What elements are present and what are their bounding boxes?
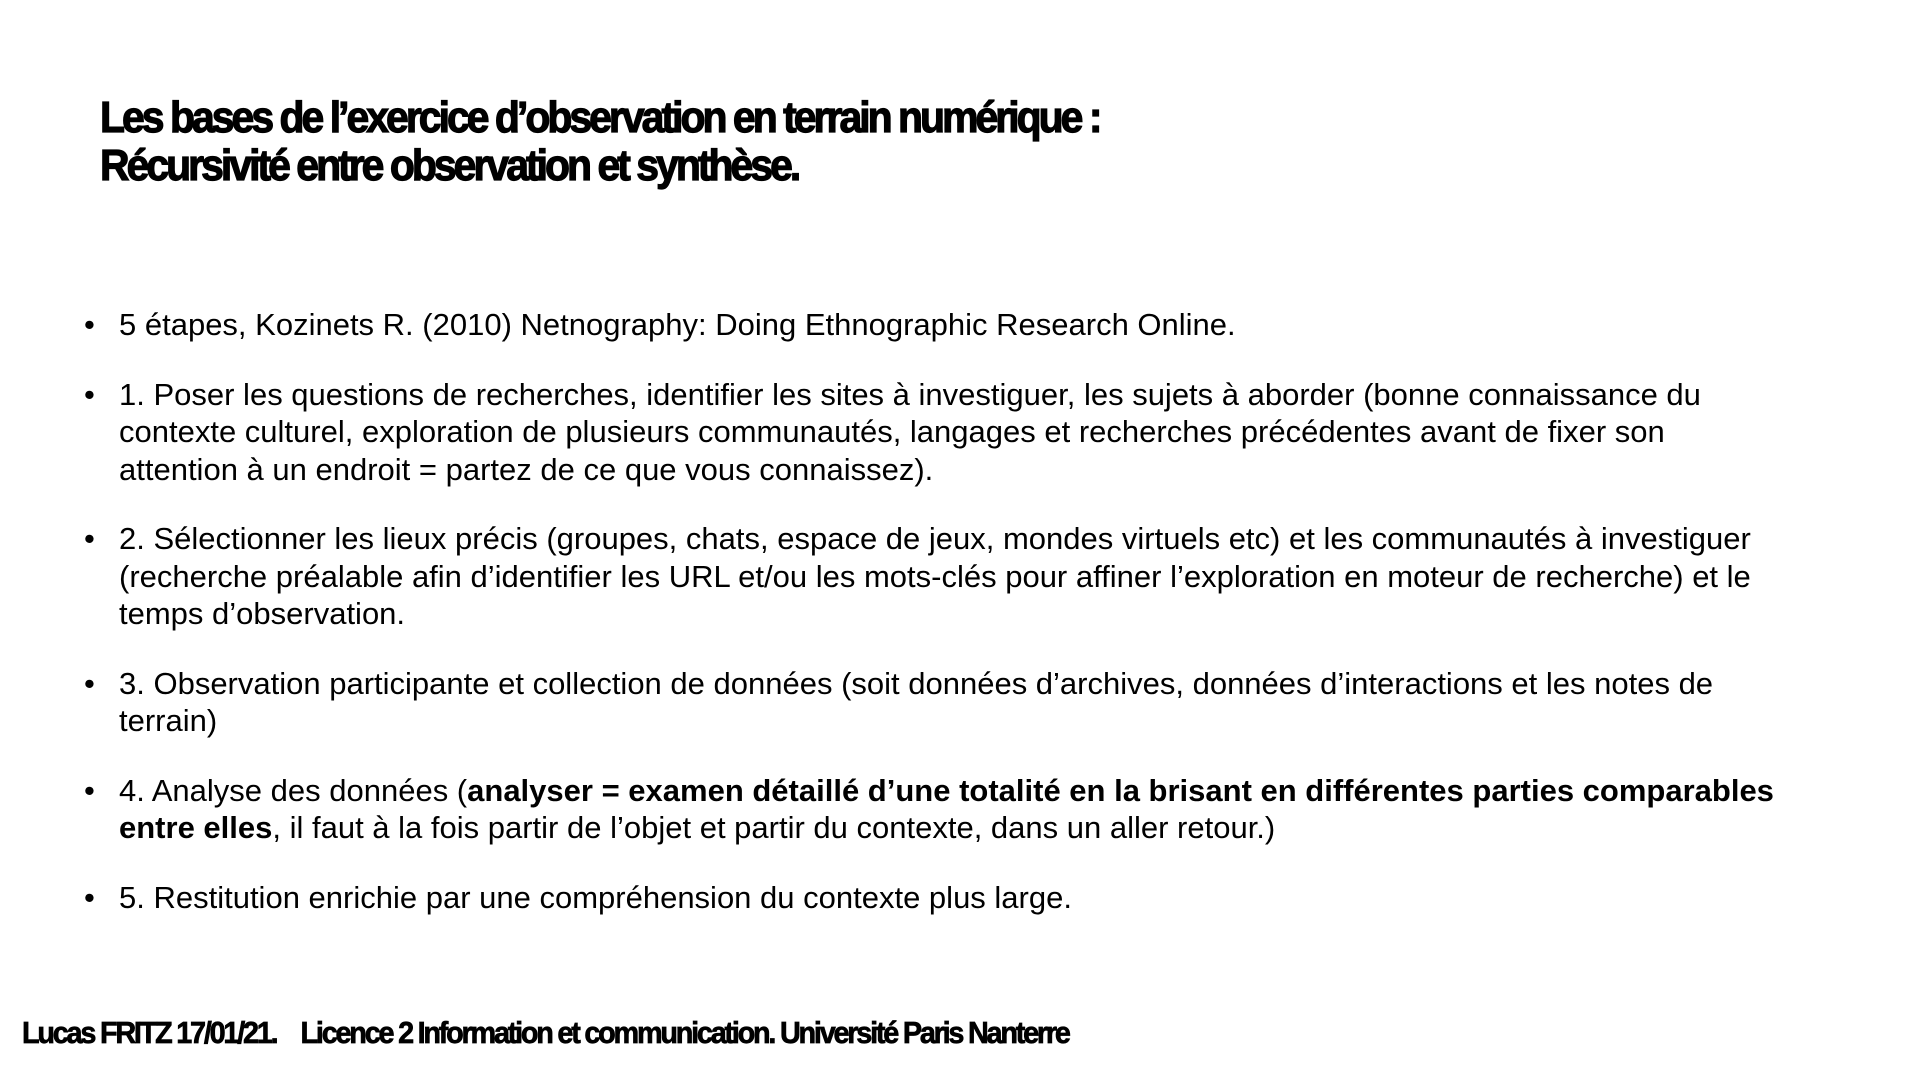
bullet-text-bold: analyser = examen détaillé d’une totalité en la brisant en différentes parties comparables entre elles (119, 772, 1774, 845)
bullet-marker: • (84, 879, 95, 915)
bullet-text-suffix: , il faut à la fois partir de l’objet et partir du contexte, dans un aller retour.) (272, 810, 1276, 845)
bullet-text: 2. Sélectionner les lieux précis (groupes, chats, espace de jeux, mondes virtuels etc) et les communautés à investiguer (recherche préalable afin d’identifier les URL et/ou les mots-clés pour affiner l’exploration en moteur de recherche) et le temps d’observation. (119, 521, 1751, 631)
bullet-item-source (84, 306, 1784, 344)
bullet-item-step-4 (84, 772, 1784, 847)
footer-author-date: Lucas FRITZ 17/01/21. (22, 1015, 277, 1050)
bullet-marker: • (84, 521, 95, 556)
bullet-list (84, 306, 1784, 948)
bullet-text: 5 étapes, Kozinets R. (2010) Netnography: Doing Ethnographic Research Online. (119, 307, 1236, 342)
bullet-marker: • (84, 307, 95, 342)
bullet-text: 1. Poser les questions de recherches, identifier les sites à investiguer, les sujets à aborder (bonne connaissance du contexte culturel, exploration de plusieurs communautés, langages et recherches précédentes avant de fixer son attention à un endroit = partez de ce que vous connaissez). (119, 376, 1701, 487)
bullet-item-step-1 (84, 376, 1784, 489)
bullet-item-step-3 (84, 665, 1784, 740)
bullet-text-prefix: 4. Analyse des données ( (119, 772, 468, 808)
bullet-text: 5. Restitution enrichie par une compréhension du contexte plus large. (119, 879, 1072, 915)
bullet-marker: • (84, 665, 95, 701)
footer-course: Licence 2 Information et communication. Université Paris Nanterre (300, 1015, 1069, 1050)
bullet-marker: • (84, 376, 95, 412)
bullet-text: 3. Observation participante et collection de données (soit données d’archives, données d’interactions et les notes de terrain) (119, 665, 1714, 738)
bullet-marker: • (84, 772, 95, 808)
slide-footer (22, 1015, 1069, 1051)
slide-title-line-1: Les bases de l’exercice d’observation en terrain numérique : (100, 93, 1100, 142)
bullet-item-step-2 (84, 520, 1784, 633)
slide-title (100, 94, 1099, 190)
slide-title-line-2: Récursivité entre observation et synthèse. (100, 141, 799, 190)
bullet-item-step-5 (84, 879, 1784, 917)
